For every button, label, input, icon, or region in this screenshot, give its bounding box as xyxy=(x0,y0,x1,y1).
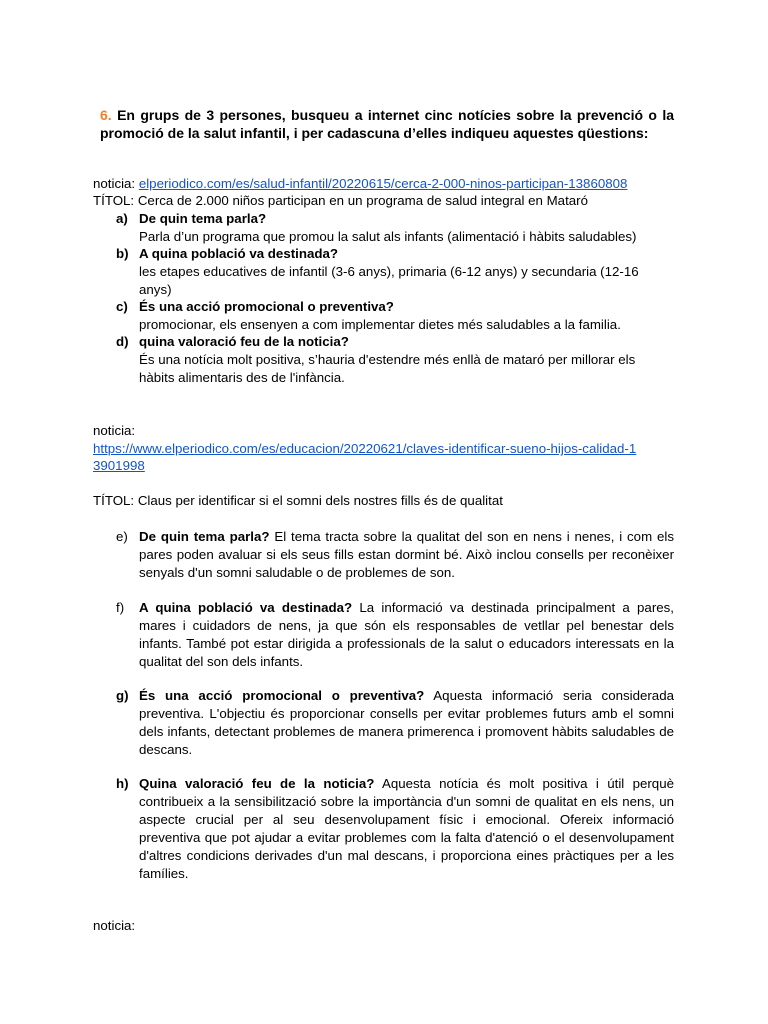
news2-item-g xyxy=(116,687,674,759)
news2-item-h xyxy=(116,775,674,883)
item-label: a) xyxy=(116,211,128,226)
item-answer: promocionar, els ensenyen a com implementar dietes més saludables a la familia. xyxy=(139,317,621,332)
news2-label: noticia: xyxy=(93,423,136,438)
item-label: h) xyxy=(116,776,129,791)
question-text: En grups de 3 persones, busqueu a internet cinc notícies sobre la prevenció o la promoció de la salut infantil, i per cadascuna d’elles indiqueu aquestes qüestions: xyxy=(100,107,674,141)
item-question: De quin tema parla? xyxy=(139,529,270,544)
item-answer: La informació va destinada principalment a pares, mares i cuidadors de nens, ja que són els responsables de vetllar pel benestar dels infants. També pot estar dirigida a professionals de la salut o educadors interessats en la qualitat del son dels infants. xyxy=(139,600,674,669)
item-label: g) xyxy=(116,688,129,703)
item-label: d) xyxy=(116,334,129,349)
news1-item-c xyxy=(116,298,674,334)
item-question: quina valoració feu de la noticia? xyxy=(139,334,349,349)
news2-item-f xyxy=(116,599,674,671)
news2-link-continued[interactable]: 3901998 xyxy=(93,458,145,473)
item-label: f) xyxy=(116,600,125,615)
item-answer: les etapes educatives de infantil (3-6 anys), primaria (6-12 anys) y secundaria (12-16 anys) xyxy=(139,264,639,297)
news1-item-d xyxy=(116,333,674,387)
news2-link[interactable]: https://www.elperiodico.com/es/educacion/20220621/claves-identificar-sueno-hijos-calidad-1 xyxy=(93,441,637,456)
news2-title: TÍTOL: Claus per identificar si el somni dels nostres fills és de qualitat xyxy=(93,493,503,508)
question-number: 6. xyxy=(100,107,112,123)
item-answer: El tema tracta sobre la qualitat del son en nens i nenes, i com els pares poden avaluar si els seus fills estan dormint bé. Això inclou consells per reconèixer senyals d'un somni saludable o de problemes de son. xyxy=(139,529,674,580)
item-label: c) xyxy=(116,299,128,314)
item-question: A quina població va destinada? xyxy=(139,246,338,261)
item-question: Quina valoració feu de la noticia? xyxy=(139,776,375,791)
item-question: De quin tema parla? xyxy=(139,211,267,226)
news1-link[interactable]: elperiodico.com/es/salud-infantil/20220615/cerca-2-000-ninos-participan-13860808 xyxy=(138,176,628,191)
news1-title: TÍTOL: Cerca de 2.000 niños participan en un programa de salud integral en Mataró xyxy=(93,193,588,208)
item-answer: Aquesta informació seria considerada preventiva. L'objectiu és proporcionar consells per evitar problemes futurs amb el somni dels infants, detectant problemes de manera primerenca i promovent hàbits saludables de descans. xyxy=(139,688,674,757)
news1-item-b xyxy=(116,245,674,299)
item-question: A quina població va destinada? xyxy=(139,600,353,615)
item-answer: Parla d’un programa que promou la salut als infants (alimentació i hàbits saludables) xyxy=(139,229,637,244)
item-answer: És una notícia molt positiva, s’hauria d'estendre més enllà de mataró per millorar els hàbits alimentaris des de l'infància. xyxy=(139,352,636,385)
news3-label: noticia: xyxy=(93,918,136,933)
item-label: b) xyxy=(116,246,129,261)
item-question: És una acció promocional o preventiva? xyxy=(139,299,394,314)
item-label: e) xyxy=(116,529,128,544)
news2-item-e xyxy=(116,528,674,582)
item-question: És una acció promocional o preventiva? xyxy=(139,688,425,703)
item-answer: Aquesta notícia és molt positiva i útil perquè contribueix a la sensibilització sobre la importància d'un somni de qualitat en els nens, un aspecte crucial per al seu desenvolupament físic i emocional. Ofereix informació preventiva que pot ajudar a evitar problemes com la falta d'atenció o el desenvolupament d'altres condicions derivades d'un mal descans, i proporciona eines pràctiques per a les famílies. xyxy=(139,776,674,881)
question-6-heading xyxy=(100,106,674,142)
news1-label: noticia: xyxy=(93,176,139,191)
news1-link-line xyxy=(93,175,627,193)
news1-item-a xyxy=(116,210,674,246)
